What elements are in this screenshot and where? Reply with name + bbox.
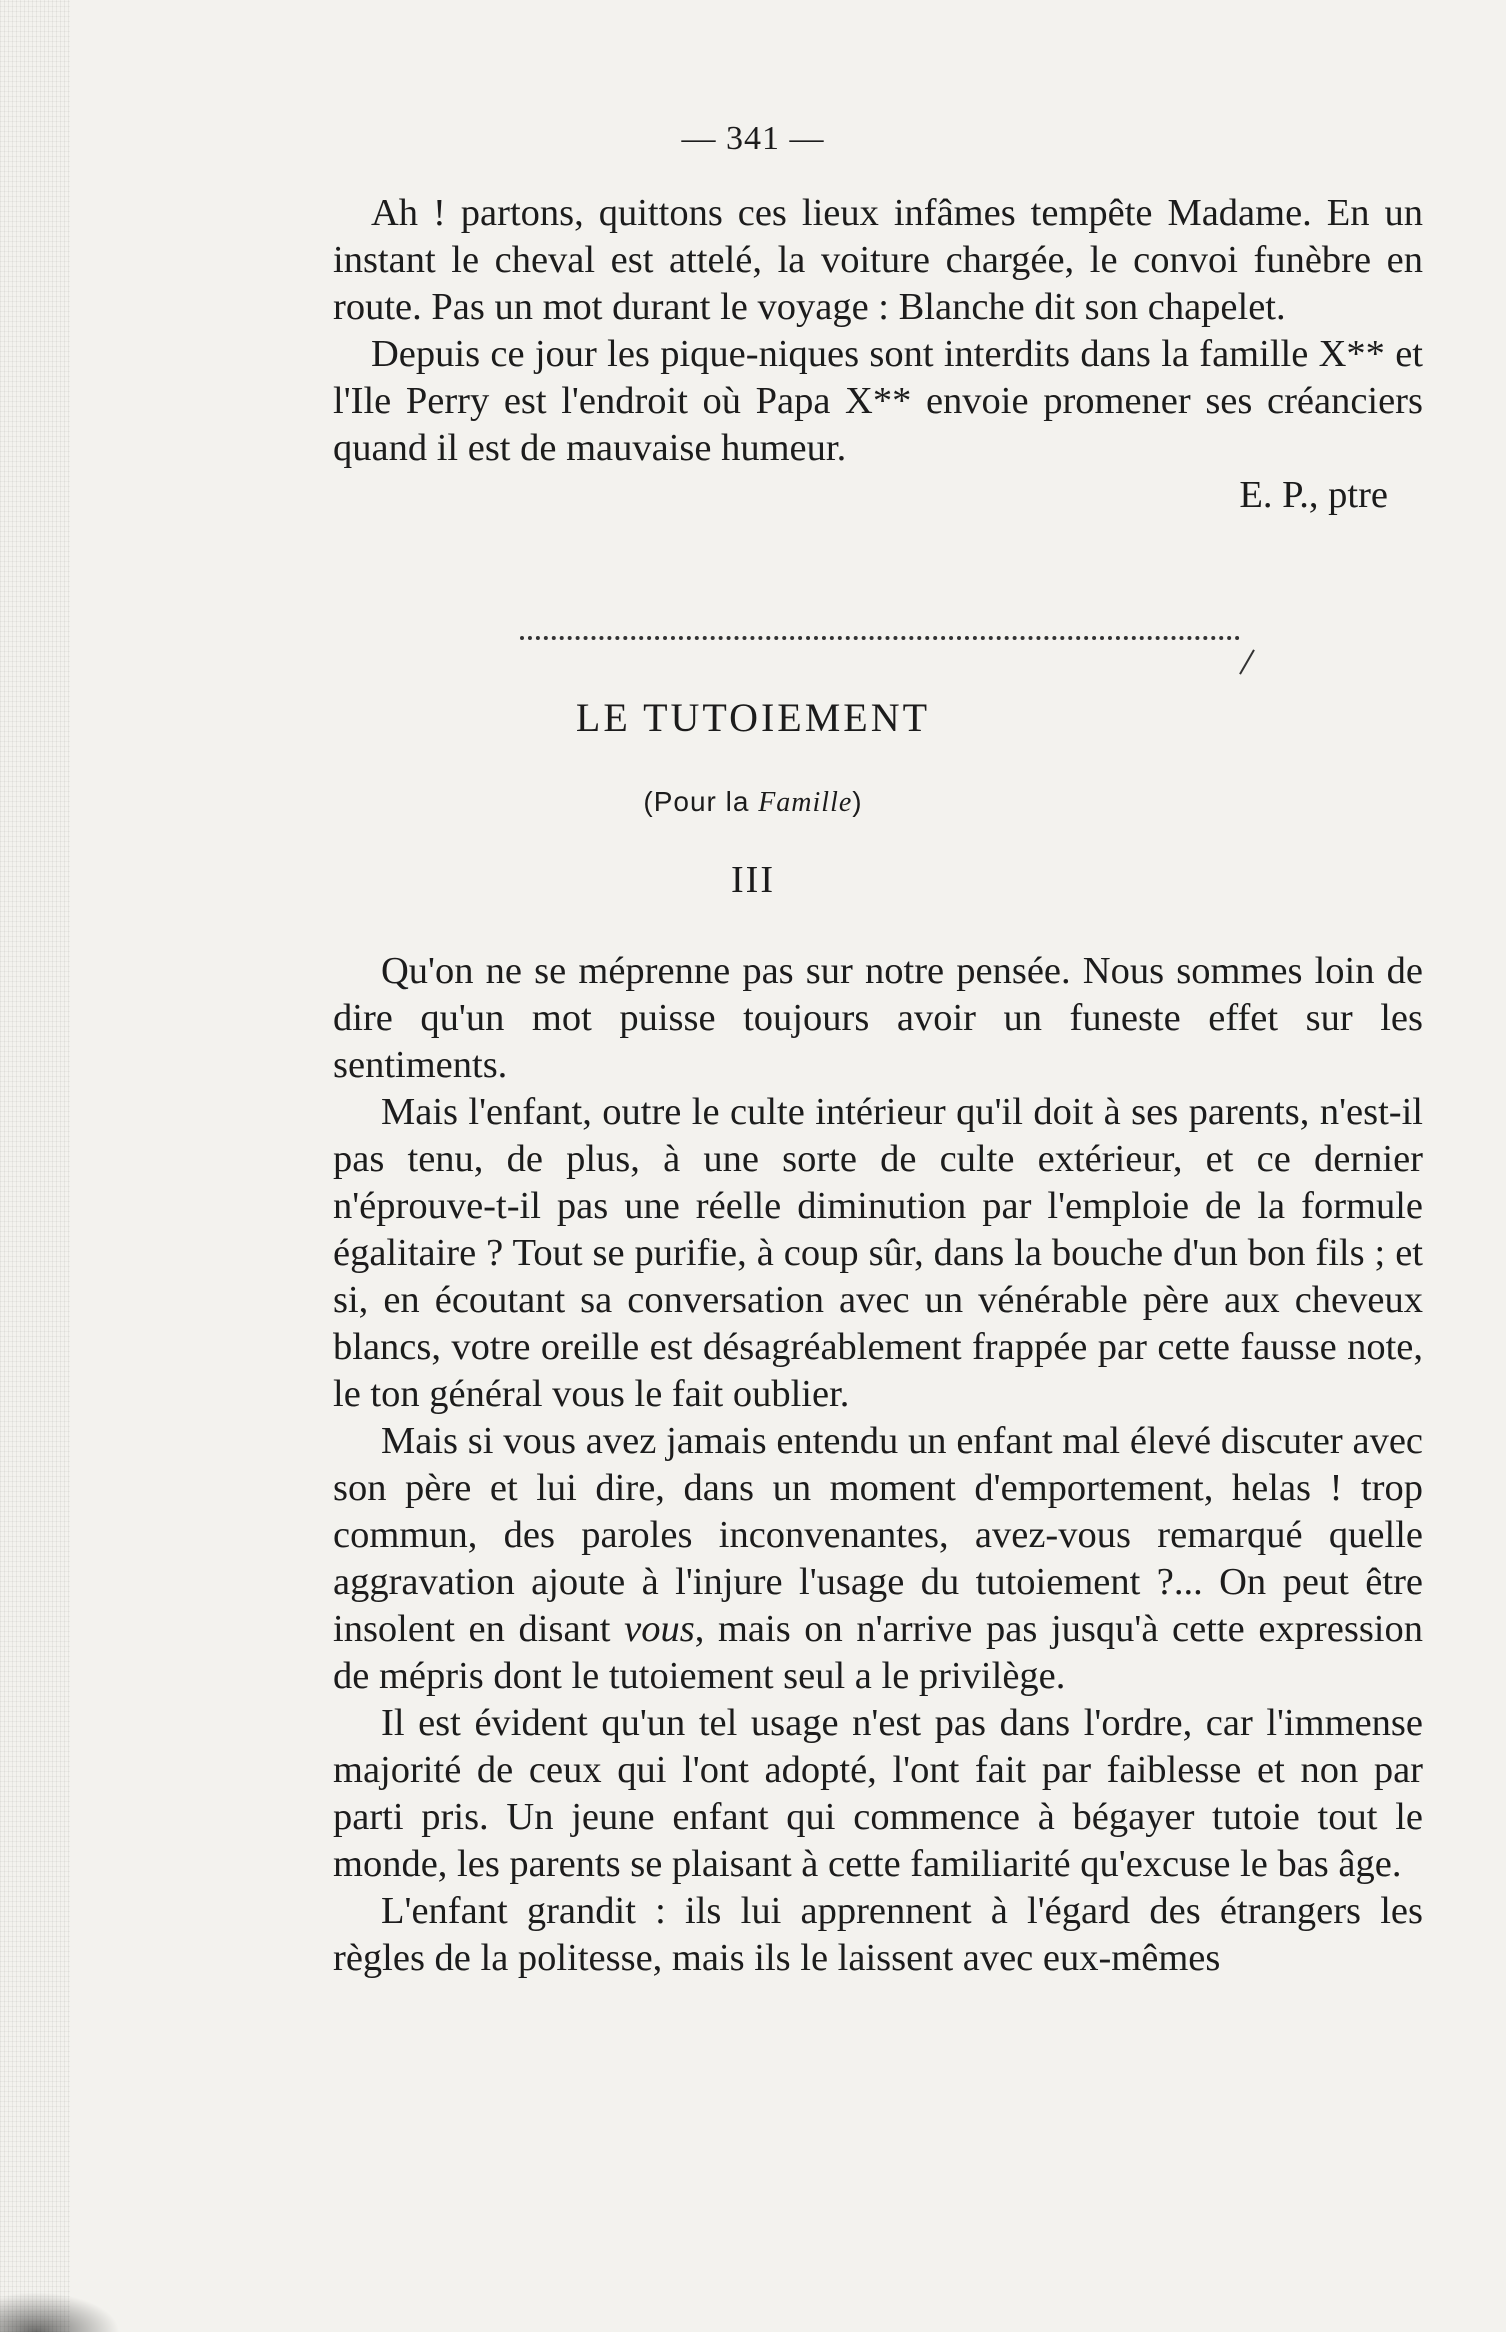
previous-article-ending <box>333 190 1423 519</box>
paragraph: Depuis ce jour les pique-niques sont interdits dans la famille X** et l'Ile Perry est l'endroit où Papa X** envoie promener ses créanciers quand il est de mauvaise humeur. <box>333 333 1423 469</box>
paragraph: Mais l'enfant, outre le culte intérieur qu'il doit à ses parents, n'est-il pas tenu, de plus, à une sorte de culte extérieur, et ce dernier n'éprouve-t-il pas une réelle diminution par l'emploie de la formule égalitaire ? Tout se purifie, à coup sûr, dans la bouche d'un bon fils ; et si, en écoutant sa conversation avec un vénérable père aux cheveux blancs, votre oreille est désagréablement frappée par cette fausse note, le ton général vous le fait oublier. <box>333 1091 1423 1415</box>
author-signature: E. P., ptre <box>1239 474 1388 516</box>
page-number: — 341 — <box>681 120 825 157</box>
divider-mark <box>1239 649 1255 674</box>
paragraph: Il est évident qu'un tel usage n'est pas dans l'ordre, car l'immense majorité de ceux qui l'ont adopté, l'ont fait par faiblesse et non par parti pris. Un jeune enfant qui commence à bégayer tutoie tout le monde, les parents se plaisant à cette familiarité qu'excuse le bas âge. <box>333 1702 1423 1885</box>
italic-word: vous <box>624 1608 695 1650</box>
article-title: LE TUTOIEMENT <box>575 695 931 740</box>
subtitle-italic: Famille <box>758 787 853 818</box>
paragraph <box>333 1418 1423 1700</box>
paragraph: Ah ! partons, quittons ces lieux infâmes tempête Madame. En un instant le cheval est attelé, la voiture chargée, le convoi funèbre en route. Pas un mot durant le voyage : Blanche dit son chapelet. <box>333 192 1423 328</box>
paragraph-text: Mais si vous avez jamais entendu un enfant mal élevé discuter avec son père et lui dire, dans un moment d'emportement, helas ! trop commun, des paroles inconvenantes, avez-vous remarqué quelle aggravation ajoute à l'injure l'usage du tutoiement ?... On peut être insolent en disant <box>333 1420 1423 1650</box>
article-subtitle <box>0 786 1506 819</box>
paragraph: Qu'on ne se méprenne pas sur notre pensée. Nous sommes loin de dire qu'un mot puisse toujours avoir un funeste effet sur les sentiments. <box>333 950 1423 1086</box>
paragraph: L'enfant grandit : ils lui apprennent à l'égard des étrangers les règles de la politesse, mais ils le laissent avec eux-mêmes <box>333 1890 1423 1979</box>
paragraph-text: , mais on n'arrive pas jusqu'à cette expression de mépris dont le tutoiement seul a le privilège. <box>333 1608 1424 1697</box>
section-number: III <box>731 859 775 901</box>
subtitle-suffix: ) <box>852 786 863 817</box>
scan-edge-texture <box>0 0 70 2332</box>
subtitle-prefix: (Pour la <box>643 786 750 817</box>
ink-blot <box>0 2292 120 2332</box>
article-body <box>333 948 1423 1982</box>
section-divider <box>520 636 1240 640</box>
